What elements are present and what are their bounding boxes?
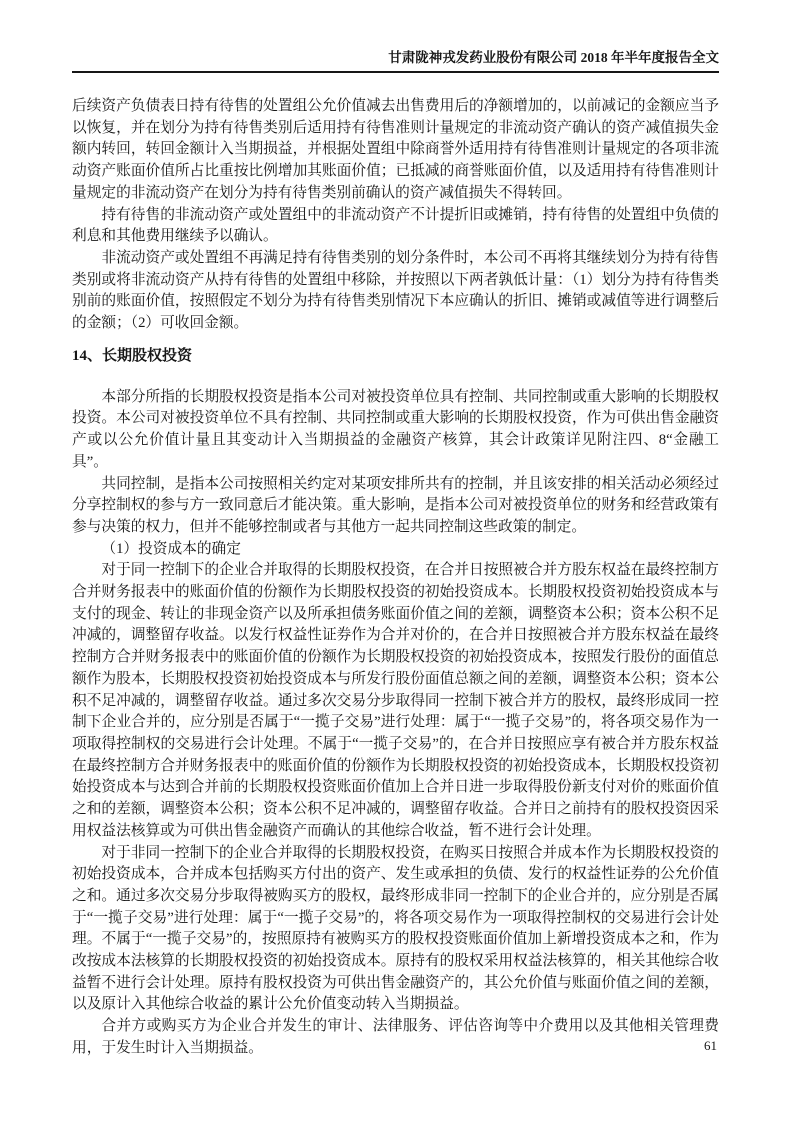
body-paragraph-intermediary-fees: 合并方或购买方为企业合并发生的审计、法律服务、评估咨询等中介费用以及其他相关管理费用，于发生时计入当期损益。: [72, 1018, 719, 1056]
body-paragraph-same-control-merger: 对于同一控制下的企业合并取得的长期股权投资，在合并日按照被合并方股东权益在最终控制方合并财务报表中的账面价值的份额作为长期股权投资的初始投资成本。长期股权投资初始投资成本与支付的现金、转让的非现金资产以及所承担债务账面价值之间的差额，调整资本公积；资本公积不足冲减的，调整留存收益。以发行权益性证券作为合并对价的，在合并日按照被合并方股东权益在最终控制方合并财务报表中的账面价值的份额作为长期股权投资的初始投资成本，按照发行股份的面值总额作为股本，长期股权投资初始投资成本与所发行股份面值总额之间的差额，调整资本公积；资本公积不足冲减的，调整留存收益。通过多次交易分步取得同一控制下被合并方的股权，最终形成同一控制下企业合并的，应分别是否属于“一揽子交易”进行处理：属于“一揽子交易”的，将各项交易作为一项取得控制权的交易进行会计处理。不属于“一揽子交易”的，在合并日按照应享有被合并方股东权益在最终控制方合并财务报表中的账面价值的份额作为长期股权投资的初始投资成本，长期股权投资初始投资成本与达到合并前的长期股权投资账面价值加上合并日进一步取得股份新支付对价的账面价值之和的差额，调整资本公积；资本公积不足冲减的，调整留存收益。合并日之前持有的股权投资因采用权益法核算或为可供出售金融资产而确认的其他综合收益，暂不进行会计处理。: [72, 562, 719, 839]
body-paragraph-joint-control: 共同控制，是指本公司按照相关约定对某项安排所共有的控制，并且该安排的相关活动必须经过分享控制权的参与方一致同意后才能决策。重大影响，是指本公司对被投资单位的财务和经营政策有参与决策的权力，但并不能够控制或者与其他方一起共同控制这些政策的制定。: [72, 475, 719, 535]
section-heading-long-term-equity-investment: 14、长期股权投资: [72, 347, 193, 364]
body-subheading-investment-cost: （1）投资成本的确定: [101, 540, 241, 557]
page-footer: [704, 1038, 717, 1053]
body-paragraph-reclassification: 非流动资产或处置组不再满足持有待售类别的划分条件时，本公司不再将其继续划分为持有待售类别或将非流动资产从持有待售的处置组中移除，并按照以下两者孰低计量：（1）划分为持有待售类别前的账面价值，按照假定不划分为持有待售类别情况下本应确认的折旧、摊销或减值等进行调整后的金额；（2）可收回金额。: [72, 249, 719, 332]
body-paragraph-held-for-sale-reversal: 后续资产负债表日持有待售的处置组公允价值减去出售费用后的净额增加的，以前减记的金额应当予以恢复，并在划分为持有待售类别后适用持有待售准则计量规定的非流动资产确认的资产减值损失金额内转回，转回金额计入当期损益，并根据处置组中除商誉外适用持有待售准则计量规定的各项非流动资产账面价值所占比重按比例增加其账面价值；已抵减的商誉账面价值，以及适用持有待售准则计量规定的非流动资产在划分为持有待售类别前确认的资产减值损失不得转回。: [72, 98, 719, 201]
body-paragraph-non-same-control-merger: 对于非同一控制下的企业合并取得的长期股权投资，在购买日按照合并成本作为长期股权投资的初始投资成本，合并成本包括购买方付出的资产、发生或承担的负债、发行的权益性证券的公允价值之和。通过多次交易分步取得被购买方的股权，最终形成非同一控制下的企业合并的，应分别是否属于“一揽子交易”进行处理：属于“一揽子交易”的，将各项交易作为一项取得控制权的交易进行会计处理。不属于“一揽子交易”的，按照原持有被购买方的股权投资账面价值加上新增投资成本之和，作为改按成本法核算的长期股权投资的初始投资成本。原持有的股权采用权益法核算的，相关其他综合收益暂不进行会计处理。原持有股权投资为可供出售金融资产的，其公允价值与账面价值之间的差额，以及原计入其他综合收益的累计公允价值变动转入当期损益。: [72, 844, 719, 1013]
page-header: [72, 49, 719, 73]
body-paragraph-no-depreciation: 持有待售的非流动资产或处置组中的非流动资产不计提折旧或摊销，持有待售的处置组中负债的利息和其他费用继续予以确认。: [72, 206, 719, 245]
body-paragraph-definition: 本部分所指的长期股权投资是指本公司对被投资单位具有控制、共同控制或重大影响的长期股权投资。本公司对被投资单位不具有控制、共同控制或重大影响的长期股权投资，作为可供出售金融资产或以公允价值计量且其变动计入当期损益的金融资产核算，其会计政策详见附注四、8“金融工具”。: [72, 388, 719, 470]
page-body: [72, 96, 719, 1060]
report-header-title: 甘肃陇神戎发药业股份有限公司 2018 年半年度报告全文: [388, 50, 719, 65]
page-number: 61: [704, 1038, 717, 1053]
